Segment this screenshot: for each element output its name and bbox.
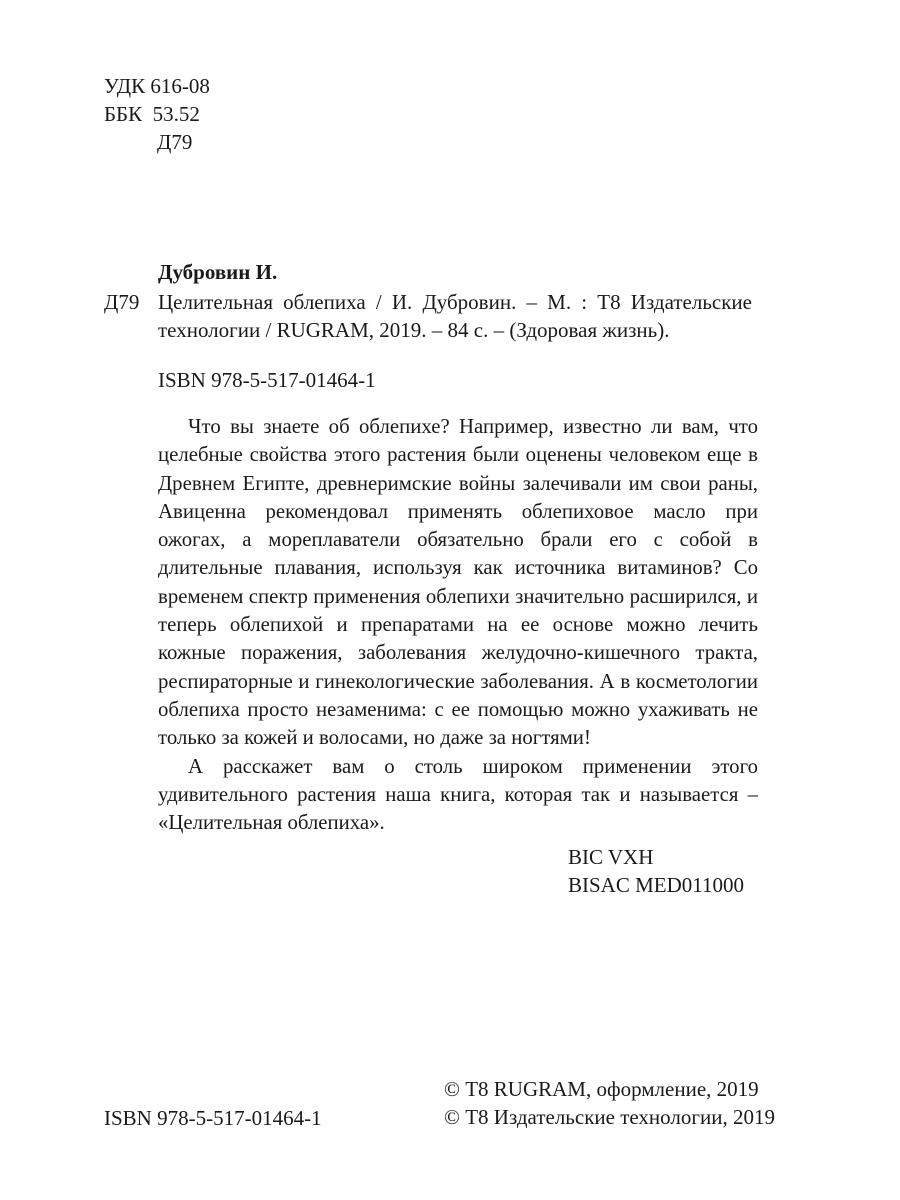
isbn-entry: ISBN 978-5-517-01464-1: [158, 368, 376, 392]
subject-codes: [568, 843, 744, 899]
author-sign: Д79: [157, 130, 193, 154]
bbk-code: ББК 53.52: [104, 102, 200, 126]
catalog-author-sign: Д79: [104, 290, 140, 314]
bisac-code: BISAC MED011000: [568, 873, 744, 897]
bic-code: BIC VXH: [568, 845, 654, 869]
footer-isbn: ISBN 978-5-517-01464-1: [104, 1106, 322, 1130]
classification-block: [104, 72, 210, 156]
udk-code: УДК 616-08: [104, 74, 210, 98]
copyright-line: © Т8 Издательские технологии, 2019: [444, 1105, 775, 1129]
annotation: [158, 413, 758, 837]
bibliographic-description: Целительная облепиха / И. Дубровин. – М. : Т8 Издательские технологии / RUGRAM, 2019. – 84 с. – (Здоровая жизнь).: [158, 290, 752, 342]
author-name: Дубровин И.: [158, 260, 278, 284]
annotation-paragraph: Что вы знаете об облепихе? Например, известно ли вам, что целебные свойства этого растения были оценены человеком еще в Древнем Египте, древнеримские войны залечивали им свои раны, Авиценна рекомендовал применять облепиховое масло при ожогах, а мореплаватели обязательно брали его с собой в длительные плавания, используя как источника витаминов? Со временем спектр применения облепихи значительно расширился, и теперь облепихой и препаратами на ее основе можно лечить кожные поражения, заболевания желудочно-кишечного тракта, респираторные и гинекологические заболевания. А в косметологии облепиха просто незаменима: с ее помощью можно ухаживать не только за кожей и волосами, но даже за ногтями!: [158, 415, 758, 750]
copyright-block: [444, 1075, 775, 1131]
copyright-line: © Т8 RUGRAM, оформление, 2019: [444, 1077, 759, 1101]
annotation-paragraph: А расскажет вам о столь широком применении этого удивительного растения наша книга, которая так и называется – «Целительная облепиха».: [158, 754, 758, 835]
